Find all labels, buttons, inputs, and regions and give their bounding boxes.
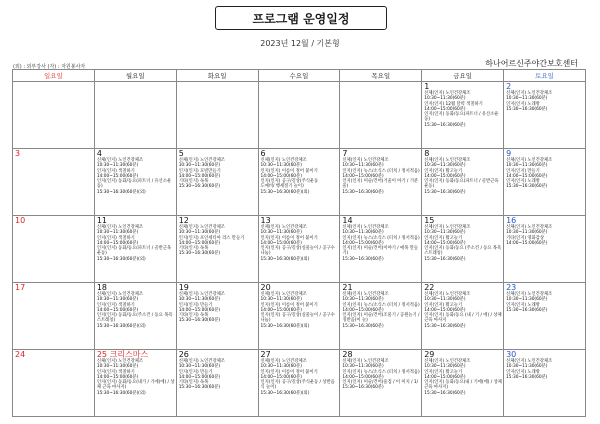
day-number: 6	[260, 149, 266, 158]
day-number: 4	[96, 149, 102, 158]
weekday-sunday: 일요일	[13, 70, 95, 82]
calendar-day-cell	[94, 149, 176, 216]
calendar-week-row	[13, 82, 586, 149]
day-program-list: 신체(인지) 노인건강체조 10:30~11:30(60분) 인지(인지) 색칠하기 14:00~15:00(60분) 인지(인지) 동화/동요(파트너 / 유산소운동) 15:30~16:30(60분)(외)	[96, 158, 172, 195]
calendar-day-cell	[176, 350, 258, 417]
day-number: 12	[178, 216, 189, 225]
day-program-list: 신체(인지) 노인건강체조 10:30~11:30(60분) 인지(인지) 이름이 정어 붙이기 14:00~15:00(60분) 인지(인지) 공구/길상(주식운동 / 상반음식 놀이) 15:30~16:30(60분)(외)	[260, 359, 335, 396]
calendar-day-cell	[258, 82, 340, 149]
day-program-list: 신체(인지) 노인건강체조 10:30~11:30(60분) 인지(인지) 모빌만들기 14:00~15:00(60분) 기타(인지) 독목 15:30~16:30(60분)	[178, 158, 225, 190]
day-number: 2	[506, 82, 512, 91]
calendar-day-cell	[94, 216, 176, 283]
weekday-header-row	[13, 70, 586, 82]
day-program-list: 신체(인지) 노인건강체조 10:30~11:30(60분) 인지(인지) 만들기 14:00~15:00(60분) 기타(인지) 독목 15:30~16:30(60분)	[178, 359, 225, 391]
day-number: 17	[15, 283, 26, 292]
calendar-day-cell	[422, 149, 504, 216]
day-number: 7	[342, 149, 348, 158]
day-program-list: 신체(인지) 노인건강체조 10:30~11:30(60분) 인지(인지) 포인세티아 리스 만들기 14:00~15:00(60분) 기타(인지) 독목 15:30~16:30(60분)	[178, 225, 245, 257]
calendar-day-cell	[340, 283, 422, 350]
calendar-day-cell	[258, 149, 340, 216]
day-number: 14	[342, 216, 353, 225]
calendar-day-cell	[504, 82, 586, 149]
calendar-day-cell	[13, 283, 95, 350]
day-program-list: 신체(인지) 노인건강체조 10:30~11:30(60분) 인지(인지) 색칠하기 14:00~15:00(60분) 인지(인지) 동화/동요(주소건 / 동요 목욕 스트레칭) 15:30~16:30(60분)(외)	[96, 292, 173, 329]
weekday-wednesday: 수요일	[258, 70, 340, 82]
day-number: 13	[260, 216, 271, 225]
page-subtitle: 2023년 12월 / 기본형	[260, 39, 340, 48]
day-number: 16	[506, 216, 517, 225]
day-program-list: 신체(인지) 노인건강체조 10:30~11:30(60분) 인지(인지) 노래방 15:30~16:30(60분)	[506, 91, 553, 112]
day-number: 10	[15, 216, 26, 225]
day-number: 1	[424, 82, 430, 91]
day-number: 22	[424, 283, 435, 292]
day-program-list: 신체(인지) 노인건강체조 10:30~11:30(60분) 인지(인지) 뉴스/소식스 (터치 / 정서적음) 14:00~15:00(60분) 인지(인지) 미술/건어(조물기 / 공원놀기 / 징반음(이 놀) 15:30~16:30(60분)	[342, 292, 420, 329]
weekday-friday: 금요일	[422, 70, 504, 82]
day-number: 23	[506, 283, 517, 292]
day-program-list: 신체(인지) 노인건강체조 10:30~11:30(60분) 인지(인지) 활고놀기 14:00~15:00(60분) 인지(인지) 동화/동요 (내 / 기 / 에) / 상체 근육 마사지 15:30~16:30(60분)	[424, 292, 502, 329]
calendar-week-row	[13, 350, 586, 417]
calendar-day-cell	[504, 216, 586, 283]
day-program-list: 신체(인지) 노인건강체조 10:30~11:30(60분) 인지(인지) 색칠하기 14:00~15:00(60분) 인지(인지) 동화/동요(내가 / 기에(에) / 상체 근육 마사지) 15:30~16:30(60분)(외)	[96, 359, 175, 396]
day-program-list: 신체(인지) 노인건강체조 10:30~11:30(60분) 인지(인지) 이름이 정어 붙이기 14:00~15:00(60분) 인지(인지) 공구/길상(주식운동 도예비/ 행세절기 놀이) 15:30~16:30(60분)(외)	[260, 158, 319, 195]
day-program-list: 신체(인지) 노인건강체조 10:30~11:30(60분) 인지(인지) 활고놀기 14:00~15:00(60분) 인지(인지) 동화/동요(파트너 / 골반근육운동) 15:30~16:30(60분)	[424, 158, 499, 195]
calendar-day-cell	[422, 350, 504, 417]
calendar-day-cell	[94, 350, 176, 417]
day-number: 30	[506, 350, 517, 359]
calendar-day-cell	[340, 149, 422, 216]
day-number: 11	[96, 216, 108, 225]
calendar-day-cell	[94, 283, 176, 350]
calendar-day-cell	[504, 149, 586, 216]
calendar-day-cell	[13, 350, 95, 417]
day-number: 26	[178, 350, 189, 359]
calendar-day-cell	[422, 82, 504, 149]
day-program-list: 신체(인지) 노인건강체조 10:30~11:30(60분) 기타(인지) 영화감상 14:00~15:00(60분)	[506, 225, 553, 246]
day-number: 9	[506, 149, 512, 158]
weekday-monday: 월요일	[94, 70, 176, 82]
day-number: 25 크리스마스	[96, 350, 149, 359]
weekday-thursday: 목요일	[340, 70, 422, 82]
calendar-week-row	[13, 216, 586, 283]
day-number: 21	[342, 283, 353, 292]
calendar-day-cell	[176, 283, 258, 350]
calendar-day-cell	[422, 283, 504, 350]
day-number: 8	[424, 149, 430, 158]
weekday-tuesday: 화요일	[176, 70, 258, 82]
calendar-day-cell	[504, 350, 586, 417]
calendar-day-cell	[13, 149, 95, 216]
day-number: 5	[178, 149, 184, 158]
calendar-week-row	[13, 283, 586, 350]
calendar-day-cell	[176, 149, 258, 216]
day-program-list: 신체(인지) 노인건강체조 10:30~11:30(60분) 인지(인지) 이름이 정어 붙이기 14:00~15:00(60분) 인지(인지) 공구/길상(실물놀이 / 공구수 나눔) 15:30~16:30(60분)(외)	[260, 292, 335, 329]
day-program-list: 신체(인지) 노인건강체조 10:30~11:30(60분) 인지(인지) 뉴스/소식스 (터치 / 정서적음) 14:00~15:00(60분) 인지(인지) 미술/건어(이야기 / 애목 만들기) 15:30~16:30(60분)	[342, 225, 420, 262]
organization-name: 하나어르신주야간보호센터	[485, 59, 578, 68]
day-number: 24	[15, 350, 26, 359]
calendar-day-cell	[94, 82, 176, 149]
day-program-list: 신체(인지) 노인건강체조 10:30~11:30(60분) 인지(인지) 이름이 정어 붙이기 14:00~15:00(60분) 인지(인지) 공구/길상(실물놀이 / 공구수 나눔) 15:30~16:30(60분)(외)	[260, 225, 335, 262]
day-number: 18	[96, 283, 108, 292]
day-program-list: 신체(인지) 노인건강체조 10:30~11:30(60분) 인지(인지) 12월 달력 색칠하기 14:00~15:00(60분) 인지(인지) 동화/동요(파트너 / 유산소운동) 15:30~16:30(60분)	[424, 91, 499, 128]
day-number: 28	[342, 350, 353, 359]
calendar-day-cell	[176, 82, 258, 149]
day-program-list: 신체(인지) 노인건강체조 10:30~11:30(60분) 인지(인지) 활고놀기 14:00~15:00(60분) 인지(인지) 동화/동요 (주소건 / 동요 목욕 스트레칭) 15:30~16:30(60분)	[424, 225, 502, 262]
calendar-day-cell	[422, 216, 504, 283]
calendar-day-cell	[340, 216, 422, 283]
calendar-day-cell	[176, 216, 258, 283]
page-title: 프로그램 운영일정	[215, 6, 387, 30]
calendar-table	[12, 69, 586, 417]
day-program-list: 신체(인지) 노인건강체조 10:30~11:30(60분) 인지(인지) 활고놀기 14:00~15:00(60분) 인지(인지) 동화/동요(내 / 기에(에) / 상체 근육 마사지) 15:30~16:30(60분)	[424, 359, 502, 396]
day-program-list: 신체(인지) 노인건강체조 10:30~11:30(60분) 인지(인지) 만들기 14:00~15:00(60분) 기타(인지) 독목 15:30~16:30(60분)	[178, 292, 225, 324]
day-number: 3	[15, 149, 21, 158]
calendar-day-cell	[504, 283, 586, 350]
calendar-day-cell	[258, 216, 340, 283]
day-program-list: 신체(인지) 노인건강체조 10:30~11:30(60분) 인지(인지) 만들기 14:00~15:00(60분) 인지(인지) 노래방 15:30~16:30(60분)	[506, 158, 553, 190]
calendar-day-cell	[258, 283, 340, 350]
day-number: 27	[260, 350, 271, 359]
calendar-day-cell	[13, 216, 95, 283]
day-program-list: 신체(인지) 노인건강체조 10:30~11:30(60분) 인지(인지) 색칠하기 14:00~15:00(60분) 인지(인지) 동화/동요(파트너 / 골반근육운동) 15:30~16:30(60분)(외)	[96, 225, 172, 262]
day-number: 15	[424, 216, 435, 225]
calendar-day-cell	[340, 82, 422, 149]
day-number: 20	[260, 283, 271, 292]
calendar-day-cell	[13, 82, 95, 149]
day-number: 29	[424, 350, 435, 359]
legend-note: (외) : 외부강사 (자) : 자원봉사자	[13, 64, 86, 70]
day-program-list: 신체(인지) 노인건강체조 10:30~11:30(60분) 인지(인지) 노래방 15:30~16:30(60분)	[506, 292, 553, 313]
day-program-list: 신체(인지) 노인건강체조 10:30~11:30(60분) 인지(인지) 뉴스/소식스 (터치 / 정서적음) 14:00~15:00(60분) 인지(인지) 미술/건어(울짐 / 이 미지 / 1/ 15:30~16:30(60분)	[342, 359, 420, 391]
day-program-list: 신체(인지) 노인건강체조 10:30~11:30(60분) 인지(인지) 뉴스/소식스 (터치 / 정서적음) 14:00~15:00(60분) 인지(인지) 미술/건어(거울이 아기 / 거분울) 15:30~16:30(60분)	[342, 158, 420, 195]
calendar-day-cell	[340, 350, 422, 417]
day-number: 19	[178, 283, 189, 292]
weekday-saturday: 토요일	[504, 70, 586, 82]
day-program-list: 신체(인지) 노인건강체조 10:30~11:30(60분) 인지(인지) 노래방 15:30~16:30(60분)	[506, 359, 553, 380]
calendar-week-row	[13, 149, 586, 216]
calendar-day-cell	[258, 350, 340, 417]
